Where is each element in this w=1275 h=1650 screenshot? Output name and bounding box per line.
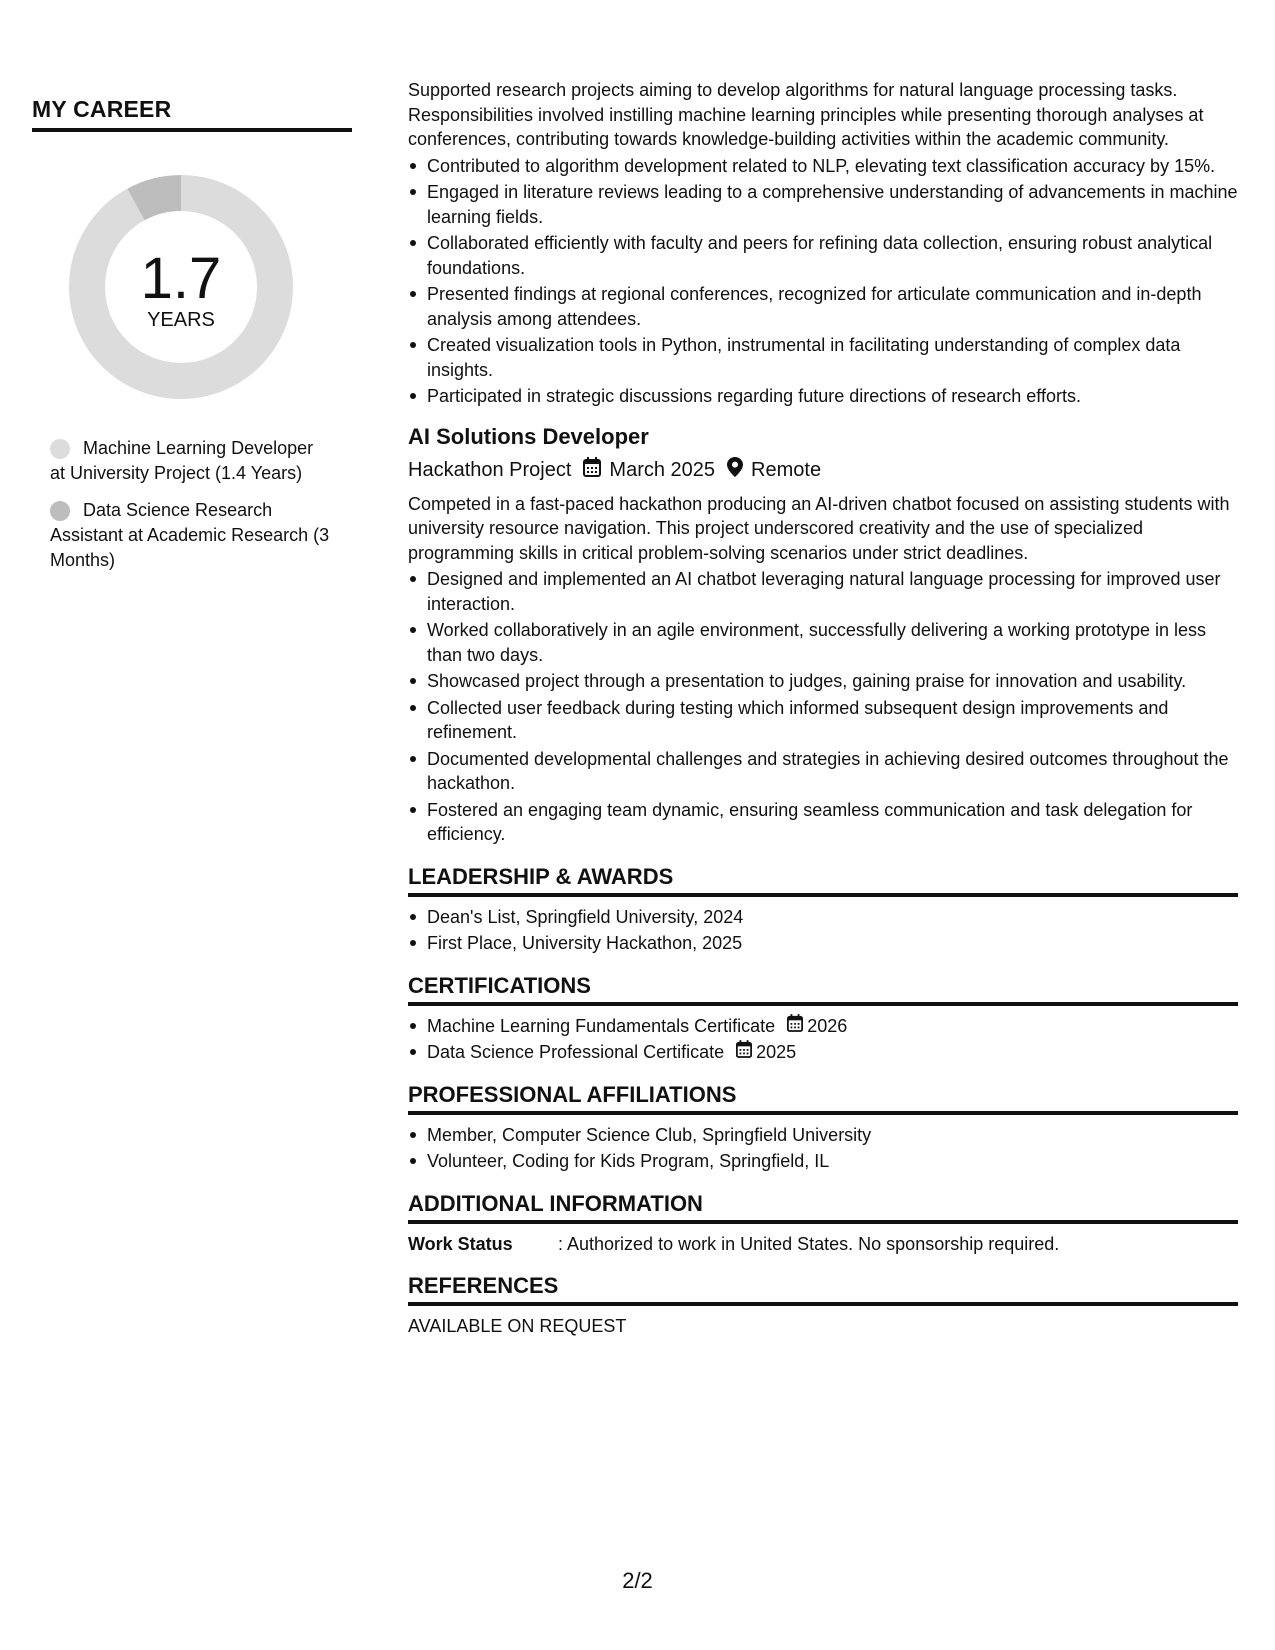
career-donut-chart xyxy=(66,172,296,402)
calendar-icon xyxy=(583,457,601,484)
job-company: Hackathon Project xyxy=(408,459,572,481)
affiliations-list xyxy=(408,1123,1238,1174)
job-description: Supported research projects aiming to develop algorithms for natural language processing tasks. Responsibilities involved instilling machine learning principles while presenting thorough analyses at conferences, contributing towards knowledge-building activities within the academic community. xyxy=(408,80,1204,149)
location-pin-icon xyxy=(727,457,743,484)
job-bullets xyxy=(408,154,1238,409)
cert-name: Data Science Professional Certificate xyxy=(427,1042,725,1062)
cert-year: 2025 xyxy=(756,1042,797,1062)
job-location: Remote xyxy=(751,459,822,481)
section-title-certifications: CERTIFICATIONS xyxy=(408,972,1238,1006)
calendar-icon xyxy=(736,1040,752,1065)
donut-total-years: 1.7 xyxy=(140,246,222,311)
main-content xyxy=(408,78,1238,1338)
legend-item xyxy=(50,498,332,573)
career-sidebar xyxy=(32,96,352,585)
list-item: Presented findings at regional conferences, recognized for articulate communication and in-depth analysis among attendees. xyxy=(408,282,1238,331)
legend-item xyxy=(50,436,332,486)
list-item: Designed and implemented an AI chatbot leveraging natural language processing for improved user interaction. xyxy=(408,567,1238,616)
work-status-value: : Authorized to work in United States. No sponsorship required. xyxy=(558,1233,1060,1254)
donut-unit: YEARS xyxy=(147,309,215,331)
work-status-label: Work Status xyxy=(408,1233,513,1254)
list-item xyxy=(408,1014,1238,1039)
work-status-row xyxy=(408,1232,1238,1256)
career-title: MY CAREER xyxy=(32,96,352,132)
page-number: 2/2 xyxy=(622,1568,653,1593)
list-item: Collaborated efficiently with faculty and peers for refining data collection, ensuring robust analytical foundations. xyxy=(408,231,1238,280)
legend-label: Data Science Research Assistant at Academic Research (3 Months) xyxy=(50,500,330,570)
list-item: Worked collaboratively in an agile environment, successfully delivering a working prototype in less than two days. xyxy=(408,618,1238,667)
list-item: Contributed to algorithm development related to NLP, elevating text classification accuracy by 15%. xyxy=(408,154,1238,179)
section-title-additional: ADDITIONAL INFORMATION xyxy=(408,1190,1238,1224)
cert-name: Machine Learning Fundamentals Certificate xyxy=(427,1015,776,1036)
list-item xyxy=(408,1040,1238,1065)
certifications-list xyxy=(408,1014,1238,1065)
calendar-icon xyxy=(787,1014,803,1039)
section-title-leadership: LEADERSHIP & AWARDS xyxy=(408,863,1238,897)
list-item: First Place, University Hackathon, 2025 xyxy=(408,931,1238,956)
legend-dot-icon xyxy=(50,439,70,459)
list-item: Showcased project through a presentation to judges, gaining praise for innovation and usability. xyxy=(408,669,1238,694)
job-meta xyxy=(408,457,1238,484)
list-item: Engaged in literature reviews leading to a comprehensive understanding of advancements in machine learning fields. xyxy=(408,180,1238,229)
legend-label: Machine Learning Developer at University Project (1.4 Years) xyxy=(50,438,314,483)
list-item: Documented developmental challenges and strategies in achieving desired outcomes throughout the hackathon. xyxy=(408,747,1238,796)
donut-center xyxy=(66,172,296,402)
job-date: March 2025 xyxy=(609,459,716,481)
list-item: Participated in strategic discussions regarding future directions of research efforts. xyxy=(408,384,1238,409)
job-title: AI Solutions Developer xyxy=(408,423,649,449)
section-title-affiliations: PROFESSIONAL AFFILIATIONS xyxy=(408,1081,1238,1115)
cert-year: 2026 xyxy=(807,1015,848,1036)
list-item: Member, Computer Science Club, Springfield University xyxy=(408,1123,1238,1148)
list-item: Collected user feedback during testing which informed subsequent design improvements and refinement. xyxy=(408,696,1238,745)
job-bullets xyxy=(408,567,1238,847)
list-item: Created visualization tools in Python, instrumental in facilitating understanding of complex data insights. xyxy=(408,333,1238,382)
list-item: Dean's List, Springfield University, 2024 xyxy=(408,905,1238,930)
career-legend xyxy=(50,436,332,573)
list-item: Fostered an engaging team dynamic, ensuring seamless communication and task delegation for efficiency. xyxy=(408,798,1238,847)
leadership-list xyxy=(408,905,1238,956)
job-description: Competed in a fast-paced hackathon producing an AI-driven chatbot focused on assisting students with university resource navigation. This project underscored creativity and the use of specialized programming skills in critical problem-solving scenarios under strict deadlines. xyxy=(408,493,1230,563)
legend-dot-icon xyxy=(50,501,70,521)
section-title-references: REFERENCES xyxy=(408,1272,1238,1306)
list-item: Volunteer, Coding for Kids Program, Springfield, IL xyxy=(408,1149,1238,1174)
references-text: AVAILABLE ON REQUEST xyxy=(408,1315,627,1336)
